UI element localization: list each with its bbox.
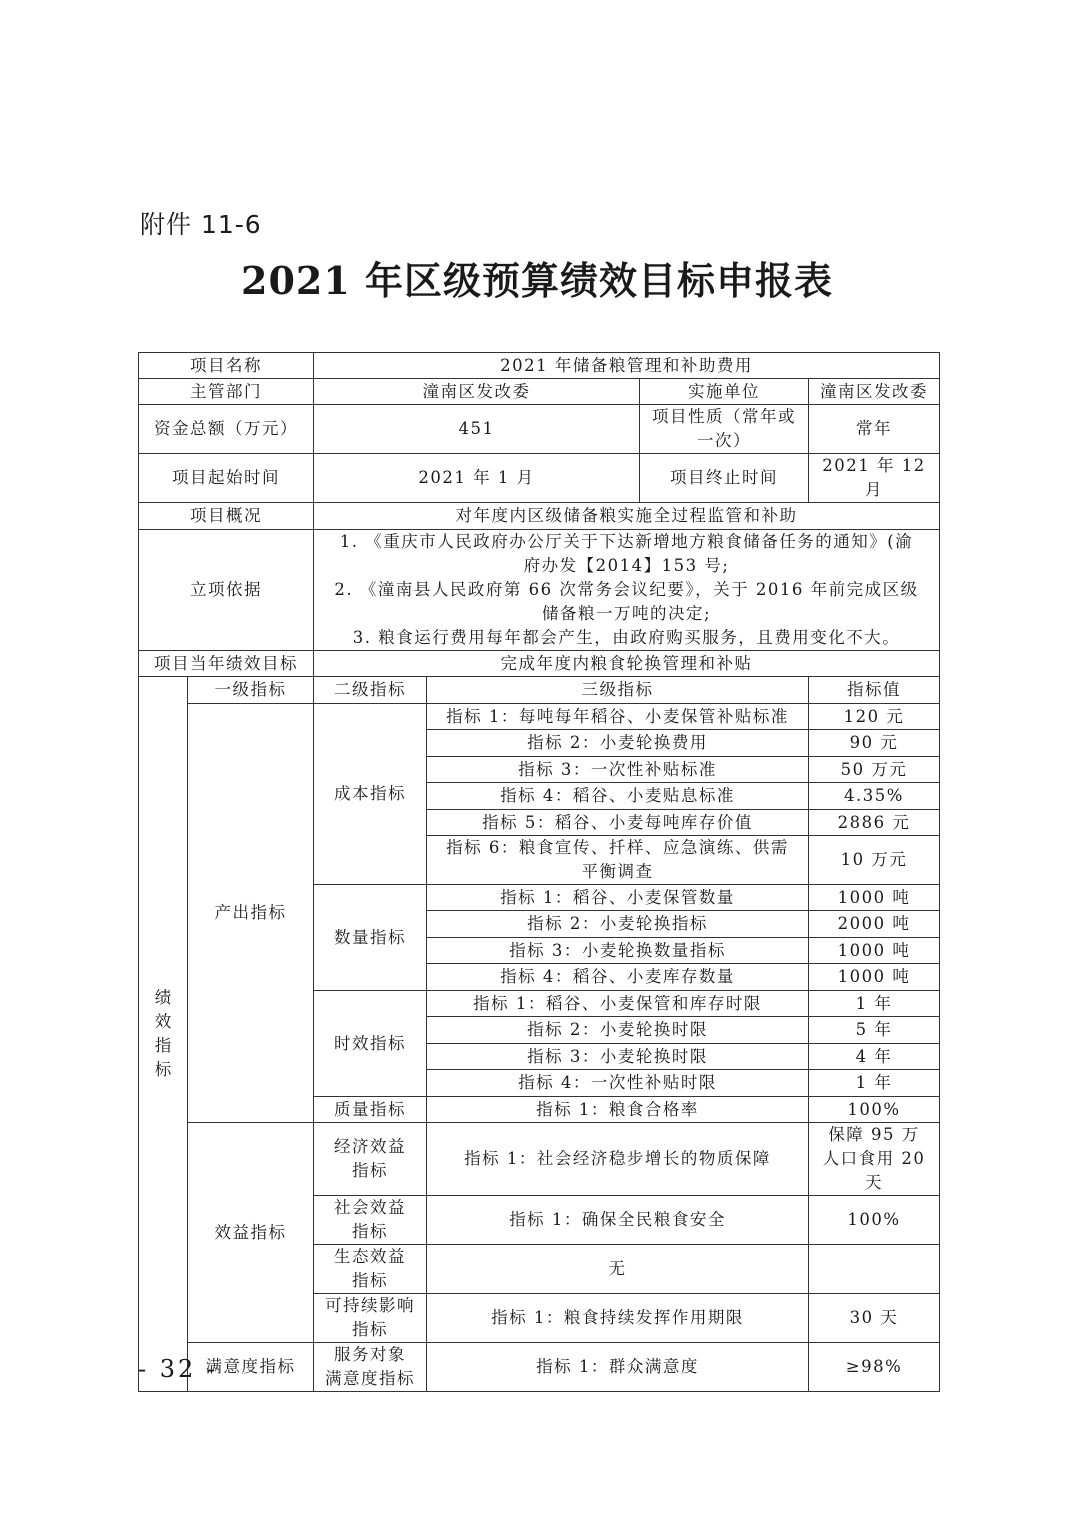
value-start-time: 2021 年 1 月 <box>314 454 640 503</box>
value-basis <box>314 530 940 651</box>
level2-timeliness: 时效指标 <box>314 991 427 1097</box>
value-department: 潼南区发改委 <box>314 379 640 405</box>
basis-line: 2. 《潼南县人民政府第 66 次常务会议纪要》，关于 2016 年前完成区级 <box>334 580 919 599</box>
table-row <box>139 704 940 730</box>
basis-line: 1. 《重庆市人民政府办公厅关于下达新增地方粮食储备任务的通知》(渝 <box>339 532 914 551</box>
basis-line: 府办发【2014】153 号; <box>523 556 730 575</box>
level1-benefit: 效益指标 <box>188 1123 314 1343</box>
budget-performance-table <box>138 352 940 1392</box>
level2-economic: 经济效益 指标 <box>314 1123 427 1196</box>
level2-ecological: 生态效益 指标 <box>314 1245 427 1294</box>
indicator-value: 4.35% <box>809 783 940 810</box>
indicator-value: 1000 吨 <box>809 885 940 911</box>
header-level2: 二级指标 <box>314 677 427 704</box>
indicator-value: 120 元 <box>809 704 940 730</box>
indicator-name: 指标 2：小麦轮换费用 <box>427 730 809 757</box>
indicator-value: 1000 吨 <box>809 964 940 991</box>
value-implementing-unit: 潼南区发改委 <box>809 379 940 405</box>
indicator-name: 指标 1：粮食持续发挥作用期限 <box>427 1294 809 1343</box>
indicator-name: 指标 4：稻谷、小麦贴息标准 <box>427 783 809 810</box>
indicator-value: 4 年 <box>809 1044 940 1070</box>
row-annual-goal <box>139 651 940 677</box>
document-title: 2021 年区级预算绩效目标申报表 <box>241 258 833 303</box>
level2-service-satisfaction: 服务对象 满意度指标 <box>314 1343 427 1392</box>
indicator-name: 指标 6：粮食宣传、扦样、应急演练、供需 平衡调查 <box>427 836 809 885</box>
indicator-value: 1000 吨 <box>809 938 940 964</box>
table-row <box>139 1123 940 1196</box>
label-overview: 项目概况 <box>139 503 314 530</box>
header-level3: 三级指标 <box>427 677 809 704</box>
basis-line: 3. 粮食运行费用每年都会产生，由政府购买服务，且费用变化不大。 <box>352 628 901 647</box>
row-indicator-header <box>139 677 940 704</box>
indicator-name: 指标 4：稻谷、小麦库存数量 <box>427 964 809 991</box>
label-end-time: 项目终止时间 <box>640 454 809 503</box>
label-project-name: 项目名称 <box>139 353 314 379</box>
row-overview <box>139 503 940 530</box>
indicator-name: 指标 2：小麦轮换时限 <box>427 1017 809 1044</box>
row-basis <box>139 530 940 651</box>
value-project-nature: 常年 <box>809 405 940 454</box>
indicator-name: 指标 3：小麦轮换数量指标 <box>427 938 809 964</box>
table-row <box>139 1343 940 1392</box>
level1-output: 产出指标 <box>188 704 314 1123</box>
indicator-value: 10 万元 <box>809 836 940 885</box>
indicator-name: 指标 1：稻谷、小麦保管数量 <box>427 885 809 911</box>
indicator-name: 指标 3：一次性补贴标准 <box>427 757 809 783</box>
indicator-value: 50 万元 <box>809 757 940 783</box>
level2-quality: 质量指标 <box>314 1097 427 1123</box>
indicator-value <box>809 1245 940 1294</box>
indicator-name: 指标 4：一次性补贴时限 <box>427 1070 809 1097</box>
indicator-value: 100% <box>809 1097 940 1123</box>
label-total-funds: 资金总额（万元） <box>139 405 314 454</box>
indicator-value: 90 元 <box>809 730 940 757</box>
label-annual-goal: 项目当年绩效目标 <box>139 651 314 677</box>
label-implementing-unit: 实施单位 <box>640 379 809 405</box>
attachment-label: 附件 11-6 <box>140 210 262 239</box>
value-end-time: 2021 年 12 月 <box>809 454 940 503</box>
label-project-nature: 项目性质（常年或一次） <box>640 405 809 454</box>
indicator-name: 指标 1：社会经济稳步增长的物质保障 <box>427 1123 809 1196</box>
value-overview: 对年度内区级储备粮实施全过程监管和补助 <box>314 503 940 530</box>
indicator-name: 指标 1：稻谷、小麦保管和库存时限 <box>427 991 809 1017</box>
side-label-performance-indicators: 绩效指标 <box>139 677 188 1392</box>
header-value: 指标值 <box>809 677 940 704</box>
level2-cost: 成本指标 <box>314 704 427 885</box>
indicator-name: 指标 1：粮食合格率 <box>427 1097 809 1123</box>
row-project-name <box>139 353 940 379</box>
label-basis: 立项依据 <box>139 530 314 651</box>
indicator-name: 指标 3：小麦轮换时限 <box>427 1044 809 1070</box>
indicator-value: 1 年 <box>809 991 940 1017</box>
indicator-name: 指标 1：群众满意度 <box>427 1343 809 1392</box>
indicator-value: 5 年 <box>809 1017 940 1044</box>
indicator-value: ≥98% <box>809 1343 940 1392</box>
row-dates <box>139 454 940 503</box>
indicator-value: 2886 元 <box>809 810 940 836</box>
indicator-value: 1 年 <box>809 1070 940 1097</box>
label-start-time: 项目起始时间 <box>139 454 314 503</box>
level1-satisfaction: 满意度指标 <box>188 1343 314 1392</box>
indicator-name: 指标 1：每吨每年稻谷、小麦保管补贴标准 <box>427 704 809 730</box>
page-number: - 32 - <box>138 1355 219 1383</box>
indicator-name: 无 <box>427 1245 809 1294</box>
indicator-value: 30 天 <box>809 1294 940 1343</box>
indicator-name: 指标 2：小麦轮换指标 <box>427 911 809 938</box>
indicator-value: 保障 95 万 人口食用 20 天 <box>809 1123 940 1196</box>
label-department: 主管部门 <box>139 379 314 405</box>
row-funds <box>139 405 940 454</box>
value-project-name: 2021 年储备粮管理和补助费用 <box>314 353 940 379</box>
value-annual-goal: 完成年度内粮食轮换管理和补贴 <box>314 651 940 677</box>
indicator-name: 指标 1：确保全民粮食安全 <box>427 1196 809 1245</box>
value-total-funds: 451 <box>314 405 640 454</box>
indicator-value: 2000 吨 <box>809 911 940 938</box>
level2-quantity: 数量指标 <box>314 885 427 991</box>
indicator-value: 100% <box>809 1196 940 1245</box>
basis-line: 储备粮一万吨的决定; <box>541 604 712 623</box>
row-department <box>139 379 940 405</box>
indicator-name: 指标 5：稻谷、小麦每吨库存价值 <box>427 810 809 836</box>
level2-social: 社会效益 指标 <box>314 1196 427 1245</box>
level2-sustainable: 可持续影响 指标 <box>314 1294 427 1343</box>
header-level1: 一级指标 <box>188 677 314 704</box>
